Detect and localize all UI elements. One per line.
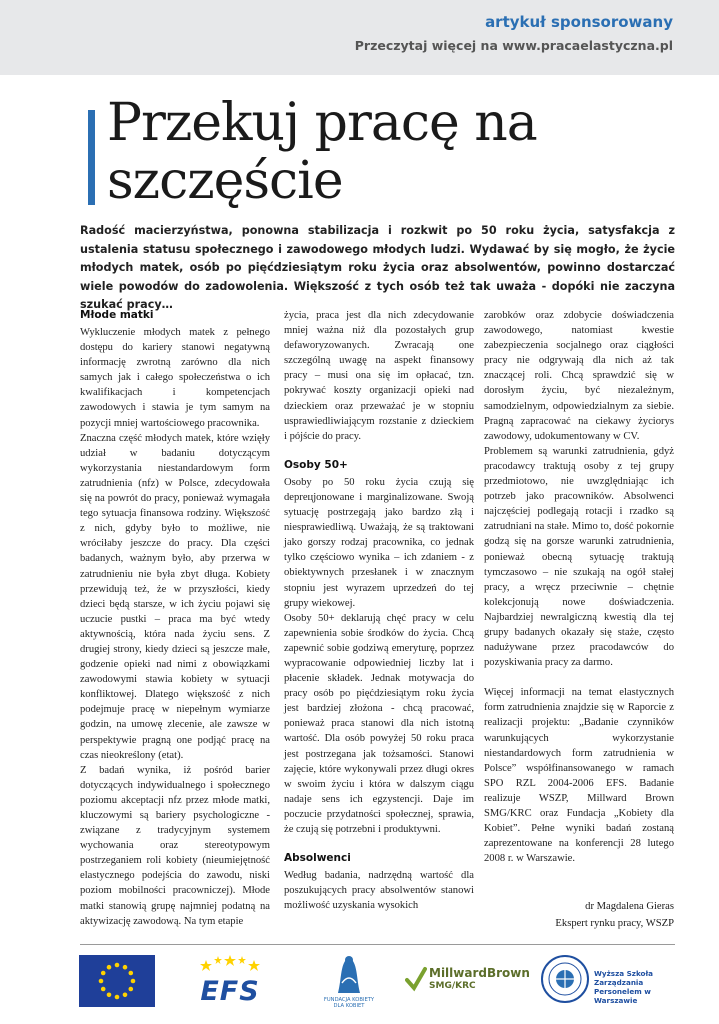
- efs-logo: [190, 954, 270, 1008]
- section-heading-graduates: Absolwenci: [284, 852, 351, 865]
- wszp-logo: [540, 954, 680, 1010]
- wszp-seal-icon: [540, 954, 590, 1004]
- paragraph: Z badań wynika, iż pośród barier dotyczących indywidualnego i społecznego poziomu akceptacji nfz przez młode matki, kluczowymi są bariery psychologiczne - związane z tradycyjnym systemem wychowania oraz stereotypowym postrzeganiem roli kobiety (nieumiejętność elastycznego podejścia do zawodu, niski poziom mobilności pracowniczej). Młode matki stanowią grupę najmniej podatną na aktywizację zawodową. Na tym etapie: [80, 764, 270, 927]
- paragraph: Problemem są warunki zatrudnienia, gdyż pracodawcy traktują osoby z tej grupy przedmiotowo, nie uwzględniając ich potrzeb jako pracowników. Absolwenci najczęściej podlegają rotacji i rzadko są zatrudniani na stałe. Mimo to, dość pokornie godzą się na gorsze warunki zatrudnienia, ponieważ obecną sytuację traktują tymczasowo – nie szukają na ogół stałej pracy, a wręcz przeciwnie – chętnie kolekcjonują nowe doświadczenia. Najbardziej newralgiczną kwestią dla tej grupy badanych okazały się staże, często nadużywane przez pracodawców do pozyskiwania pracy za darmo.: [484, 445, 674, 669]
- kobiety-dla-kobiet-logo: [318, 953, 380, 1011]
- author-signature: [484, 898, 674, 932]
- kobiety-logo-text: FUNDACJA KOBIETY DLA KOBIET: [323, 997, 375, 1009]
- foundation-figure-icon: [318, 953, 380, 997]
- eu-flag-icon: [79, 955, 155, 1007]
- efs-logo-text: EFS: [200, 976, 260, 1007]
- millward-brown-mark-icon: [405, 966, 427, 992]
- column-3: [484, 308, 674, 866]
- millward-brown-sub: SMG/KRC: [429, 981, 476, 991]
- sponsor-box: [355, 12, 673, 57]
- author-name: dr Magdalena Gieras: [585, 901, 674, 912]
- millward-brown-text: MillwardBrown: [429, 966, 530, 980]
- efs-stars-icon: [190, 954, 270, 976]
- section-heading-mothers: Młode matki: [80, 309, 154, 321]
- column-1: [80, 308, 270, 929]
- paragraph: Wykluczenie młodych matek z pełnego dostępu do kariery stanowi negatywną informację zwrotną zarówno dla nich samych jak i całego społeczeństwa o ich kwalifikacjach i kompetencjach zawodowych i stawia je tym samym na pozycji mniej wartościowego pracownika.: [80, 327, 270, 429]
- more-info-link[interactable]: Przeczytaj więcej na www.pracaelastyczna.pl: [354, 38, 673, 53]
- eu-flag-logo: [79, 955, 155, 1007]
- millward-brown-logo: [405, 966, 530, 1006]
- paragraph: Więcej informacji na temat elastycznych form zatrudnienia znajdzie się w Raporcie z realizacji projektu: „Badanie czynników warunkujących wykorzystanie niestandardowych form zatrudnienia w Polsce” współfinansowanego w ramach SPO RZL 2004-2006 EFS. Badanie realizuje WSZP, Millward Brown SMG/KRC oraz Fundacja „Kobiety dla Kobiet”. Pełne wyniki badań zostaną zaprezentowane na konferencji 28 lutego 2008 r. w Warszawie.: [484, 687, 674, 865]
- paragraph: Osoby po 50 roku życia czują się depreцjonowane i marginalizowane. Swoją sytuację postrzegają jako bardzo złą i niesprawiedliwą. Uważają, że są traktowani jako gorszy rodzaj pracownika, co jednak tylko częściowo wynika – ich zdaniem - z obiektywnych przesłanek i w znacznym stopniu jest wyrazem uprzedzeń do tej grupy wiekowej.: [284, 476, 474, 609]
- wszp-logo-text: Wyższa Szkoła Zarządzania Personelem w Warszawie: [594, 969, 654, 1005]
- title-line-1: Przekuj pracę na: [107, 93, 537, 153]
- section-heading-50plus: Osoby 50+: [284, 458, 348, 471]
- sponsor-label: artykuł sponsorowany: [485, 13, 673, 31]
- paragraph: Według badania, nadrzędną wartość dla poszukujących pracy absolwentów stanowi możliwość uzyskania wysokich: [284, 870, 474, 912]
- author-role: Ekspert rynku pracy, WSZP: [555, 918, 674, 929]
- paragraph: Znaczna część młodych matek, które wzięły udział w badaniu dotyczącym wykorzystania niestandardowym form zatrudnienia (nfz) w Polsce, zdecydowała się na powrót do pracy, ponieważ wymagała tego sytuacja finansowa rodziny. Większość z nich, gdyby było to możliwe, nie wróciłaby jeszcze do pracy. Dla części badanych, ważnym było, aby przerwa w zatrudnieniu nie była zbyt długa. Kobiety przewidują też, że w przyszłości, kiedy dzieci będą starsze, w ich życiu pojawi się uczucie pustki – praca ma być wtedy aktywnością, która nada życiu sens. Z drugiej strony, kiedy dzieci są jeszcze małe, godzenie opieki nad nimi z obowiązkami zawodowymi stawia kobiety w sytuacji konfliktowej. Dlatego większość z nich podejmuje pracę w niepełnym wymiarze godzin, na umowę zlecenie, ale zawsze w perspektywie pragną one podjąć pracę na czas nieokreślony (etat).: [80, 432, 270, 761]
- article-title: [107, 94, 667, 210]
- footer-logos: [0, 950, 719, 1024]
- paragraph: życia, praca jest dla nich zdecydowanie mniej ważna niż dla pozostałych grup defaworyzowanych. Zwracają one szczególną uwagę na aspekt finansowy pracy – musi ona się im opłacać, tzn. pokrywać koszty organizacji opieki nad dzieckiem oraz przeważać je w stopniu usprawiedliwiającym rozstanie z dzieckiem i pójście do pracy.: [284, 310, 474, 442]
- title-line-2: szczęście: [107, 151, 343, 211]
- footer-divider: [80, 944, 675, 945]
- article-lead: Radość macierzyństwa, ponowna stabilizacja i rozkwit po 50 roku życia, satysfakcja z ustalenia statusu społecznego i zawodowego młodych ludzi. Wydawać by się mogło, że życie młodych matek, osób po pięćdziesiątym roku życia oraz absolwentów, powinno dostarczać wiele powodów do zadowolenia. Większość z tych osób też tak uważa - dopóki nie zaczyna szukać pracy…: [80, 224, 675, 312]
- paragraph: zarobków oraz zdobycie doświadczenia zawodowego, natomiast kwestie zabezpieczenia socjalnego oraz ciągłości pracy nie odgrywają dla nich aż tak znaczącej roli. Chcą sprawdzić się w dorosłym życiu, być niezależnym, samodzielnym, odpowiedzialnym za siebie. Pragną zapracować na ciekawy życiorys zawodowy, udokumentowany w CV.: [484, 310, 674, 442]
- title-accent-bar: [88, 110, 95, 205]
- column-2: [284, 308, 474, 913]
- paragraph: Osoby 50+ deklarują chęć pracy w celu zapewnienia sobie środków do życia. Chcą zapewnić sobie godziwą emeryturę, poprzez wypracowanie odpowiedniej liczby lat i płacenie składek. Jednak motywacja do pracy osób po pięćdziesiątym roku życia jest bardziej złożona - chcą pracować, ponieważ praca stanowi dla nich istotną wartość. Dla osób powyżej 50 roku praca jest postrzegana jak tożsamości. Stanowi zajęcie, które wykonywali przez długi okres w swoim życiu i która w dalszym ciągu nadaje sens ich egzystencji. Daje im poczucie przydatności społecznej, sprawia, że czują się potrzebni i produktywni.: [284, 612, 474, 835]
